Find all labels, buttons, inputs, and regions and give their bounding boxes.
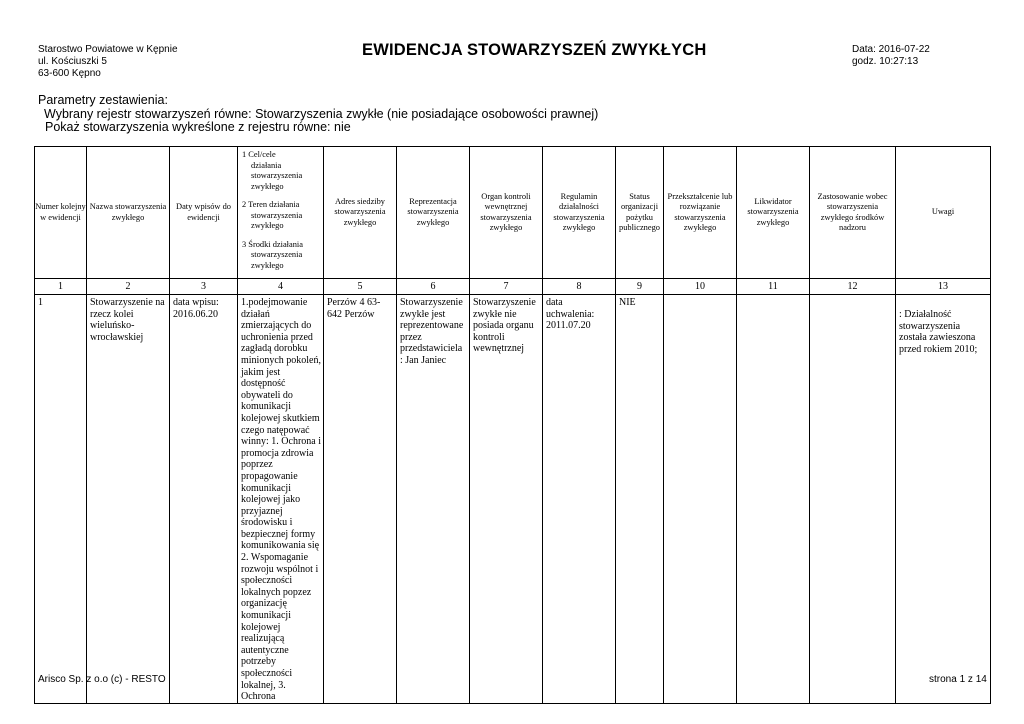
column-number: 7: [470, 279, 543, 295]
table-header-row: [35, 147, 991, 279]
footer-vendor: Arisco Sp. z o.o (c) - RESTO: [38, 674, 166, 685]
cell-name: Stowarzyszenie na rzecz kolei wieluńsko-wrocławskiej: [87, 295, 170, 704]
cell-representation: Stowarzyszenie zwykłe jest reprezentowane przez przedstawiciela : Jan Janiec: [397, 295, 470, 704]
cell-regulation: data uchwalenia: 2011.07.20: [543, 295, 616, 704]
column-number: 11: [737, 279, 810, 295]
column-number: 2: [87, 279, 170, 295]
report-date: Data: 2016-07-22: [852, 44, 930, 55]
col-header-number: Numer kolejny w ewidencji: [35, 147, 87, 279]
cell-opp: NIE: [616, 295, 664, 704]
column-numbers-row: [35, 279, 991, 295]
col-header-name: Nazwa stowarzyszenia zwykłego: [87, 147, 170, 279]
col-header-address: Adres siedziby stowarzyszenia zwykłego: [324, 147, 397, 279]
col-header-liquidator: Likwidator stowarzyszenia zwykłego: [737, 147, 810, 279]
registry-table: [34, 146, 991, 704]
cell-notes: : Działalność stowarzyszenia została zawieszona przed rokiem 2010;: [896, 295, 991, 704]
params-registry: Wybrany rejestr stowarzyszeń równe: Stowarzyszenia zwykłe (nie posiadające osobowości prawnej): [44, 106, 599, 121]
col-header-notes: Uwagi: [896, 147, 991, 279]
org-city: 63-600 Kępno: [38, 68, 101, 79]
document-title: EWIDENCJA STOWARZYSZEŃ ZWYKŁYCH: [362, 41, 707, 59]
column-number: 10: [664, 279, 737, 295]
cell-address: Perzów 4 63-642 Perzów: [324, 295, 397, 704]
cell-number: 1: [35, 295, 87, 704]
col-header-dates: Daty wpisów do ewidencji: [170, 147, 238, 279]
cell-goals: 1.podejmowanie działań zmierzających do uchronienia przed zagładą dorobku minionych pokoleń, jakim jest dostępność obywateli do komunikacji kolejowej skutkiem czego natępować winny: 1. Ochrona i promocja zdrowia poprzez propagowanie komunikacji kolejowej jako przyjaznej środowisku i bezpiecznej formy komunikowania się 2. Wspomaganie rozwoju wspólnot i społeczności lokalnych popzez organizację komunikacji kolejowej realizującą autentyczne potrzeby społeczności lokalnej, 3. Ochrona: [238, 295, 324, 704]
col-header-goals-3: 3 Środki działania stowarzyszenia zwykłego: [242, 239, 303, 270]
column-number: 1: [35, 279, 87, 295]
cell-control: Stowarzyszenie zwykłe nie posiada organu kontroli wewnętrznej: [470, 295, 543, 704]
cell-liquidator: [737, 295, 810, 704]
col-header-control: Organ kontroli wewnętrznej stowarzyszenia zwykłego: [470, 147, 543, 279]
col-header-regulation: Regulamin działalności stowarzyszenia zwykłego: [543, 147, 616, 279]
report-datetime: [852, 44, 930, 68]
col-header-goals-2: 2 Teren działania stowarzyszenia zwykłego: [242, 200, 303, 230]
col-header-representation: Reprezentacja stowarzyszenia zwykłego: [397, 147, 470, 279]
params-heading: Parametry zestawienia:: [38, 93, 168, 107]
organization-address: [38, 44, 178, 80]
column-number: 4: [238, 279, 324, 295]
report-parameters: [38, 94, 598, 135]
cell-dates: data wpisu: 2016.06.20: [170, 295, 238, 704]
column-number: 9: [616, 279, 664, 295]
column-number: 13: [896, 279, 991, 295]
column-number: 12: [810, 279, 896, 295]
report-time: godz. 10:27:13: [852, 56, 919, 67]
column-number: 5: [324, 279, 397, 295]
column-number: 8: [543, 279, 616, 295]
org-name: Starostwo Powiatowe w Kępnie: [38, 44, 178, 55]
table-row: [35, 295, 991, 704]
params-removed: Pokaż stowarzyszenia wykreślone z rejestru równe: nie: [45, 120, 351, 134]
col-header-goals-1: 1 Cel/cele działania stowarzyszenia zwykłego: [242, 150, 303, 191]
column-number: 3: [170, 279, 238, 295]
col-header-transformation: Przekształcenie lub rozwiązanie stowarzyszenia zwykłego: [664, 147, 737, 279]
org-street: ul. Kościuszki 5: [38, 56, 107, 67]
col-header-supervision: Zastosowanie wobec stowarzyszenia zwykłego środków nadzoru: [810, 147, 896, 279]
cell-transformation: [664, 295, 737, 704]
cell-supervision: [810, 295, 896, 704]
column-number: 6: [397, 279, 470, 295]
col-header-opp: Status organizacji pożytku publicznego: [616, 147, 664, 279]
col-header-goals: [238, 147, 324, 279]
page-number: strona 1 z 14: [929, 674, 987, 685]
